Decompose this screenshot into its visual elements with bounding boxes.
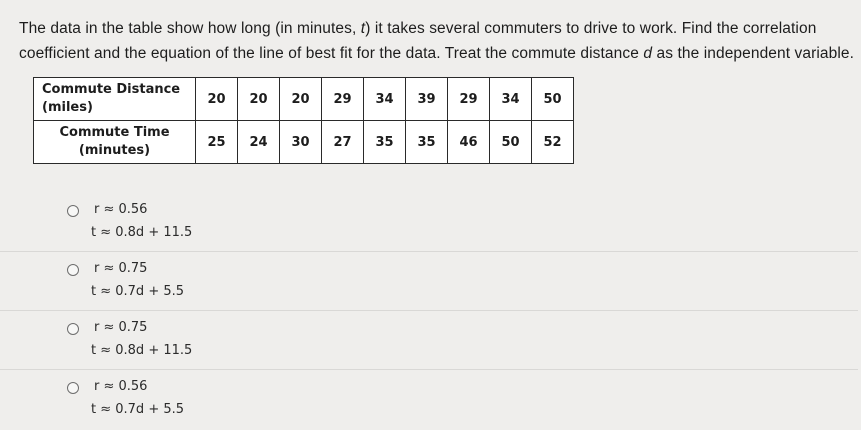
option-r-value: r ≈ 0.75 <box>94 320 148 335</box>
answer-option-a[interactable] <box>0 193 858 252</box>
option-r-value: r ≈ 0.75 <box>94 261 148 276</box>
option-equation: t ≈ 0.7d + 5.5 <box>91 284 185 299</box>
row-header-time: Commute Time (minutes) <box>34 121 196 164</box>
answer-option-c[interactable] <box>0 311 858 370</box>
answer-options <box>0 193 861 428</box>
option-r-value: r ≈ 0.56 <box>94 379 148 394</box>
table-cell: 50 <box>532 78 574 121</box>
answer-option-b[interactable] <box>0 252 858 311</box>
question-text <box>19 16 859 66</box>
option-equation: t ≈ 0.8d + 11.5 <box>91 343 193 358</box>
table-cell: 34 <box>490 78 532 121</box>
table-cell: 24 <box>238 121 280 164</box>
option-equation: t ≈ 0.7d + 5.5 <box>91 402 185 417</box>
radio-button[interactable] <box>67 323 79 335</box>
question-part-3: as the independent variable. <box>652 45 855 62</box>
table-cell: 25 <box>196 121 238 164</box>
variable-d: d <box>643 45 653 62</box>
option-equation: t ≈ 0.8d + 11.5 <box>91 225 193 240</box>
question-part-2: ) it takes several commuters to drive to work. Find the correlation coefficient and the equation of the line of best fit for the data. Treat the commute distance <box>19 20 817 62</box>
answer-option-d[interactable] <box>0 370 858 428</box>
radio-button[interactable] <box>67 382 79 394</box>
table-cell: 30 <box>280 121 322 164</box>
table-cell: 52 <box>532 121 574 164</box>
table-cell: 20 <box>280 78 322 121</box>
radio-button[interactable] <box>67 264 79 276</box>
table-cell: 20 <box>238 78 280 121</box>
data-table <box>33 77 574 164</box>
table-cell: 34 <box>364 78 406 121</box>
variable-t: t <box>360 20 366 37</box>
table-cell: 29 <box>322 78 364 121</box>
table-cell: 20 <box>196 78 238 121</box>
table-cell: 50 <box>490 121 532 164</box>
table-cell: 35 <box>406 121 448 164</box>
table-cell: 46 <box>448 121 490 164</box>
radio-button[interactable] <box>67 205 79 217</box>
table-row-distance <box>34 78 574 121</box>
question-part-1: The data in the table show how long (in minutes, <box>19 20 361 37</box>
table-cell: 39 <box>406 78 448 121</box>
table-cell: 29 <box>448 78 490 121</box>
table-row-time <box>34 121 574 164</box>
row-header-distance: Commute Distance (miles) <box>34 78 196 121</box>
table-cell: 27 <box>322 121 364 164</box>
option-r-value: r ≈ 0.56 <box>94 202 148 217</box>
table-cell: 35 <box>364 121 406 164</box>
